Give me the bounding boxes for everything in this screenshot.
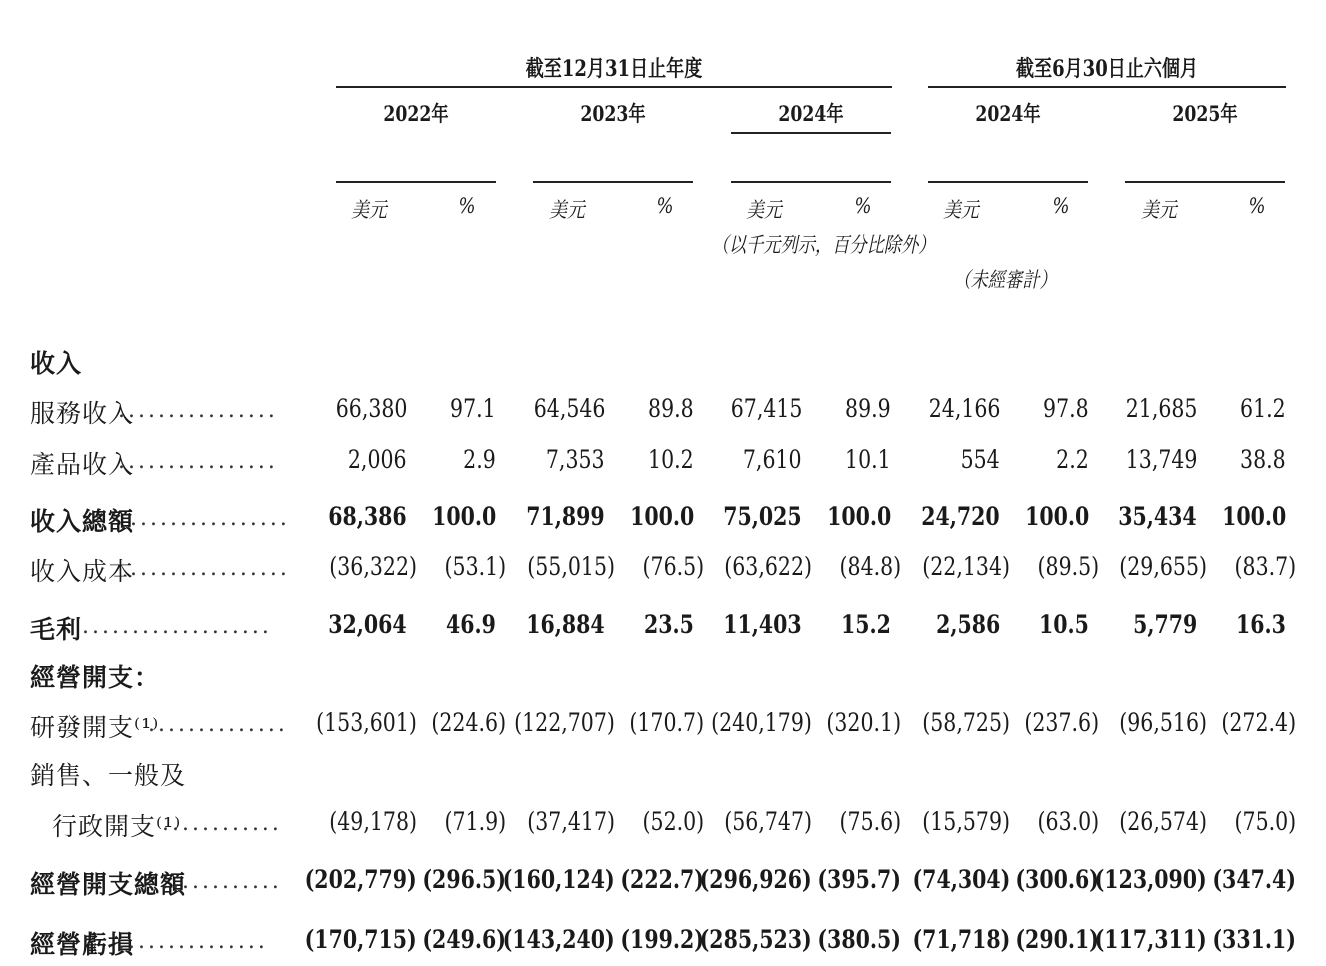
row-leader-dots: ................ (130, 506, 290, 531)
row-leader-dots: ................ (118, 398, 278, 423)
group-title-half-year: 截至6月30日止六個月 (1016, 56, 1198, 82)
unit-usd-label: 美元 (746, 198, 782, 222)
table-cell: 24,720 (921, 502, 1000, 531)
table-cell: 97.8 (1043, 394, 1089, 423)
table-cell: 554 (960, 445, 1000, 474)
table-cell: 7,353 (546, 445, 605, 474)
row-label-sga-expenses: 行政開支⁽¹⁾ (52, 812, 182, 841)
table-cell: (84.8) (839, 552, 901, 581)
table-cell: (170.7) (629, 708, 704, 737)
table-cell: 7,610 (743, 445, 802, 474)
table-cell: (237.6) (1024, 708, 1099, 737)
unit-percent-label: % (656, 194, 674, 218)
table-cell: (153,601) (316, 708, 417, 737)
unit-usd-label: 美元 (1141, 198, 1177, 222)
table-cell: (26,574) (1119, 807, 1207, 836)
table-cell: 21,685 (1125, 394, 1197, 423)
table-cell: (75.6) (839, 807, 901, 836)
table-cell: (272.4) (1221, 708, 1296, 737)
table-cell: (96,516) (1119, 708, 1207, 737)
table-cell: (53.1) (444, 552, 506, 581)
table-cell: (380.5) (817, 925, 901, 954)
table-cell: (320.1) (826, 708, 901, 737)
table-cell: 2,006 (348, 445, 407, 474)
group-rule-half-year (928, 86, 1286, 88)
year-header-2025-half: 2025年 (1172, 101, 1238, 126)
table-cell: (224.6) (431, 708, 506, 737)
table-cell: (249.6) (422, 925, 506, 954)
table-cell: (395.7) (817, 865, 901, 894)
table-cell: 46.9 (446, 610, 496, 639)
column-rule (731, 181, 891, 183)
column-rule (1125, 181, 1285, 183)
table-cell: (347.4) (1212, 865, 1296, 894)
table-cell: 13,749 (1125, 445, 1197, 474)
row-leader-dots: ................ (118, 449, 278, 474)
row-label-operating-expenses-section: 經營開支： (30, 663, 161, 692)
table-cell: 24,166 (928, 394, 1000, 423)
table-cell: 32,064 (328, 610, 407, 639)
table-cell: 38.8 (1240, 445, 1286, 474)
table-cell: 66,380 (335, 394, 407, 423)
group-title-annual: 截至12月31日止年度 (525, 56, 703, 82)
row-label-sga-line1: 銷售、一般及 (30, 761, 187, 790)
table-cell: 64,546 (533, 394, 605, 423)
table-cell: 11,403 (723, 610, 802, 639)
table-cell: 67,415 (730, 394, 802, 423)
row-leader-dots: ............ (162, 869, 282, 894)
table-cell: (49,178) (329, 807, 417, 836)
table-cell: (75.0) (1234, 807, 1296, 836)
table-cell: 2.2 (1056, 445, 1089, 474)
unit-usd-label: 美元 (549, 198, 585, 222)
unit-percent-label: % (1052, 194, 1070, 218)
table-cell: 16.3 (1236, 610, 1286, 639)
table-cell: (143,240) (502, 925, 615, 954)
table-cell: (63.0) (1037, 807, 1099, 836)
table-cell: (331.1) (1212, 925, 1296, 954)
group-rule-annual (336, 86, 892, 88)
year-header-2022: 2022年 (383, 101, 449, 126)
table-cell: (71,718) (912, 925, 1010, 954)
table-cell: 71,899 (526, 502, 605, 531)
table-cell: 100.0 (826, 502, 891, 531)
table-cell: (36,322) (329, 552, 417, 581)
table-cell: (58,725) (922, 708, 1010, 737)
column-rule (336, 181, 496, 183)
year-rule-2024-annual (731, 132, 891, 134)
column-rule (533, 181, 693, 183)
row-leader-dots: ............... (118, 929, 268, 954)
table-cell: 23.5 (644, 610, 694, 639)
table-cell: (123,090) (1094, 865, 1207, 894)
table-cell: (71.9) (444, 807, 506, 836)
table-cell: 15.2 (841, 610, 891, 639)
table-cell: (199.2) (620, 925, 704, 954)
row-label-total-revenue: 收入總額 (30, 507, 135, 536)
row-label-revenue-section: 收入 (30, 349, 83, 378)
table-cell: 2,586 (935, 610, 1000, 639)
table-cell: 100.0 (1221, 502, 1286, 531)
unit-usd-label: 美元 (351, 198, 387, 222)
table-cell: (296,926) (699, 865, 812, 894)
table-cell: (22,134) (922, 552, 1010, 581)
table-cell: (296.5) (422, 865, 506, 894)
row-label-operating-loss: 經營虧損 (30, 930, 135, 959)
table-cell: (285,523) (699, 925, 812, 954)
table-cell: 2.9 (463, 445, 496, 474)
table-cell: (160,124) (502, 865, 615, 894)
table-cell: (117,311) (1094, 925, 1207, 954)
table-cell: (56,747) (724, 807, 812, 836)
table-cell: (170,715) (304, 925, 417, 954)
table-cell: (55,015) (527, 552, 615, 581)
row-label-rd-expenses: 研發開支⁽¹⁾ (30, 713, 160, 742)
table-cell: (240,179) (711, 708, 812, 737)
table-cell: 10.1 (845, 445, 891, 474)
table-cell: (52.0) (642, 807, 704, 836)
year-header-2024-annual: 2024年 (778, 101, 844, 126)
unit-percent-label: % (854, 194, 872, 218)
table-cell: 10.5 (1039, 610, 1089, 639)
table-cell: (122,707) (514, 708, 615, 737)
table-cell: (29,655) (1119, 552, 1207, 581)
table-cell: 89.9 (845, 394, 891, 423)
table-cell: 61.2 (1240, 394, 1286, 423)
note-thousands: （以千元列示，百分比除外） (711, 233, 936, 257)
table-cell: 10.2 (648, 445, 694, 474)
table-cell: 5,779 (1132, 610, 1197, 639)
table-cell: (300.6) (1015, 865, 1099, 894)
table-cell: 100.0 (629, 502, 694, 531)
unit-percent-label: % (458, 194, 476, 218)
table-cell: (37,417) (527, 807, 615, 836)
table-cell: 75,025 (723, 502, 802, 531)
table-cell: 100.0 (1024, 502, 1089, 531)
table-cell: 97.1 (450, 394, 496, 423)
row-label-total-operating-expenses: 經營開支總額 (30, 870, 187, 899)
column-rule (928, 181, 1088, 183)
row-leader-dots: ................... (82, 614, 272, 639)
table-cell: (202,779) (304, 865, 417, 894)
table-cell: 16,884 (526, 610, 605, 639)
table-cell: (83.7) (1234, 552, 1296, 581)
row-label-cost-of-revenue: 收入成本 (30, 557, 135, 586)
table-cell: 89.8 (648, 394, 694, 423)
note-unaudited: （未經審計） (953, 268, 1057, 292)
table-cell: (15,579) (922, 807, 1010, 836)
table-cell: (74,304) (912, 865, 1010, 894)
table-cell: (76.5) (642, 552, 704, 581)
row-label-gross-profit: 毛利 (30, 615, 83, 644)
table-cell: 68,386 (328, 502, 407, 531)
row-leader-dots: ................ (130, 556, 290, 581)
row-leader-dots: ............ (162, 811, 282, 836)
table-cell: (222.7) (620, 865, 704, 894)
year-header-2023: 2023年 (580, 101, 646, 126)
year-header-2024-half: 2024年 (975, 101, 1041, 126)
unit-usd-label: 美元 (943, 198, 979, 222)
table-cell: 100.0 (431, 502, 496, 531)
row-label-service-revenue: 服務收入 (30, 399, 135, 428)
table-cell: (63,622) (724, 552, 812, 581)
unit-percent-label: % (1248, 194, 1266, 218)
row-label-product-revenue: 產品收入 (30, 450, 135, 479)
table-cell: (89.5) (1037, 552, 1099, 581)
row-leader-dots: .............. (148, 712, 288, 737)
table-cell: 35,434 (1118, 502, 1197, 531)
table-cell: (290.1) (1015, 925, 1099, 954)
